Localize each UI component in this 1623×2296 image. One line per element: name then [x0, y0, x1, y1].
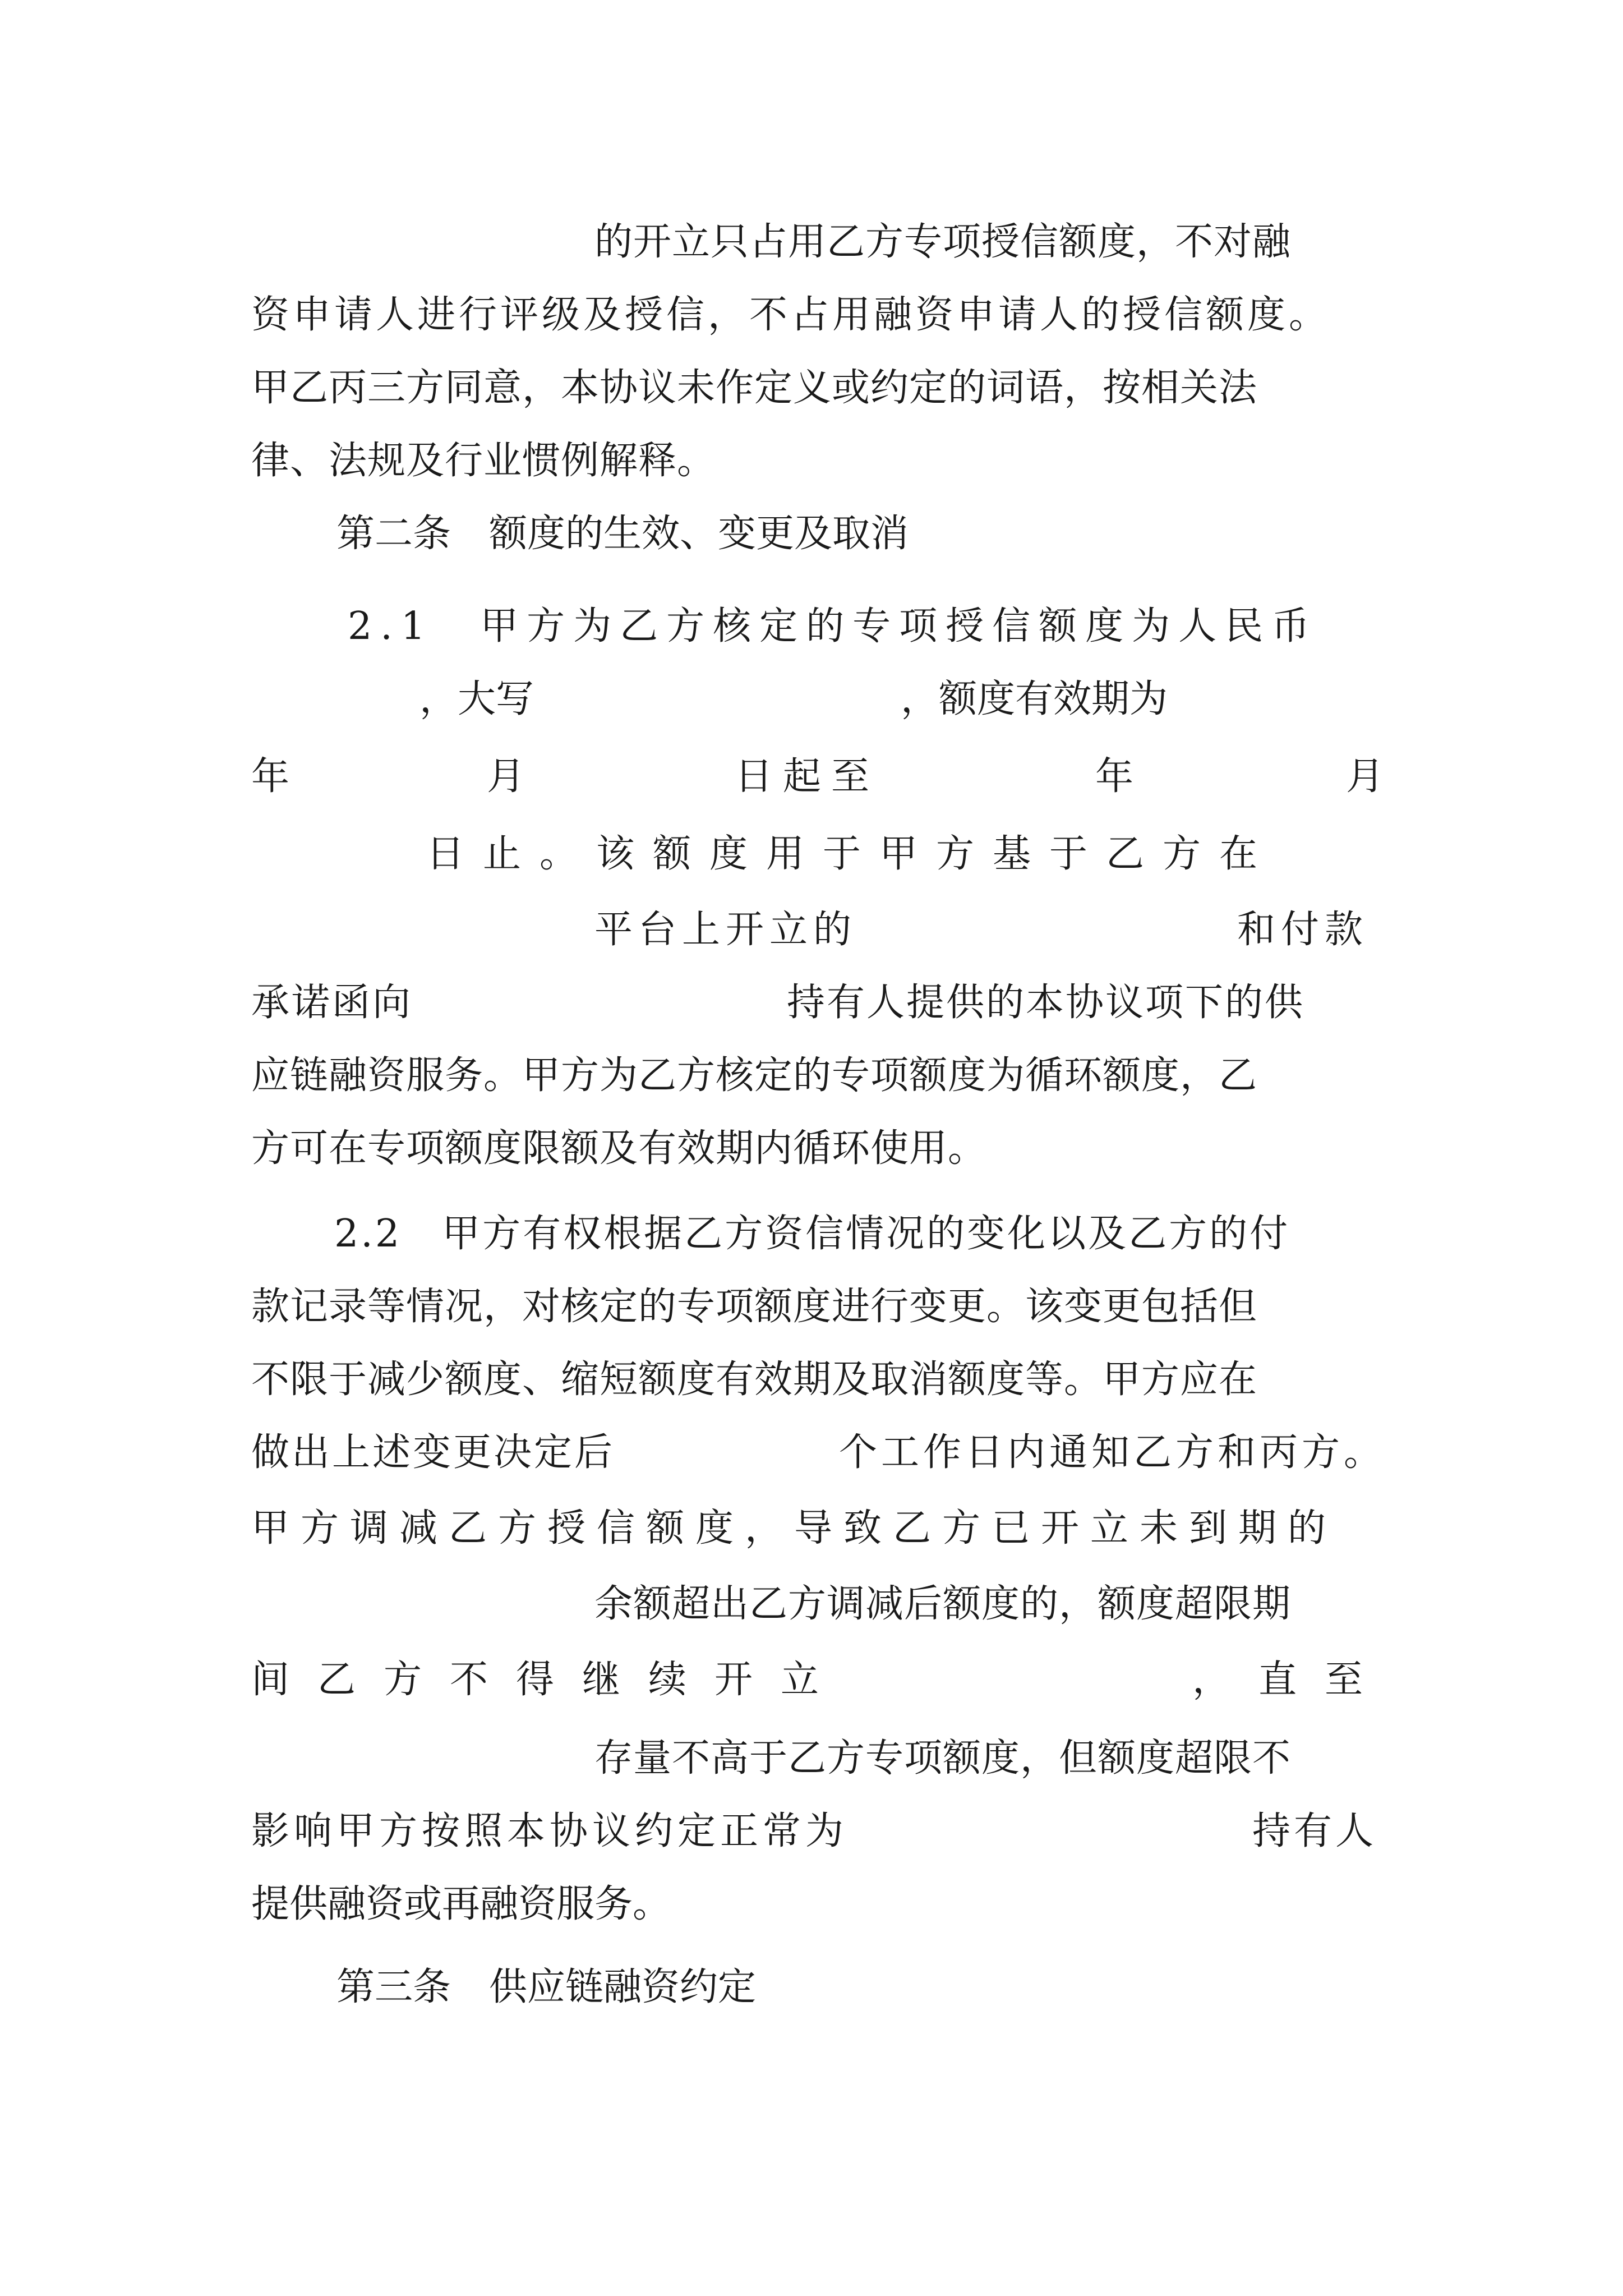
s21-line3-month2: 月 — [1346, 754, 1385, 799]
s21-line3-year2: 年 — [1095, 754, 1134, 799]
s21-line2a: ，大写 — [419, 677, 534, 721]
s22-line2: 款记录等情况，对核定的专项额度进行变更。该变更包括但 — [251, 1285, 1258, 1329]
text-line — [251, 1492, 1384, 1565]
p2-line1: 甲乙丙三方同意，本协议未作定义或约定的词语，按相关法 — [251, 366, 1258, 410]
s22-line9b: 持有人 — [1252, 1809, 1377, 1853]
article3-heading: 第三条 供应链融资约定 — [336, 1965, 757, 2009]
text-line — [251, 425, 1384, 498]
s22-line10: 提供融资或再融资服务。 — [251, 1882, 671, 1926]
s22-line5: 甲方调减乙方授信额度，导致乙方已开立未到期的 — [251, 1506, 1338, 1550]
text-line — [251, 740, 1384, 813]
text-line — [251, 1343, 1384, 1416]
s21-line3-from: 日起至 — [735, 754, 880, 799]
s21-line3-year: 年 — [251, 754, 290, 799]
text-line — [251, 818, 1384, 891]
s21-line2b: ，额度有效期为 — [901, 677, 1168, 721]
s21-line7: 应链融资服务。甲方为乙方核定的专项额度为循环额度，乙 — [251, 1053, 1258, 1098]
text-line — [251, 967, 1384, 1039]
s22-line7b: ，直至 — [1192, 1658, 1391, 1702]
s21-line8: 方可在专项额度限额及有效期内循环使用。 — [251, 1126, 987, 1171]
text-line — [251, 279, 1384, 352]
s22-line3: 不限于减少额度、缩短额度有效期及取消额度等。甲方应在 — [251, 1358, 1258, 1402]
text-line — [251, 1568, 1384, 1641]
text-line — [251, 663, 1384, 736]
text-line — [251, 1722, 1384, 1795]
s22-line4b: 个工作日内通知乙方和丙方。 — [839, 1430, 1386, 1475]
s21-line4: 日止。该额度用于甲方基于乙方在 — [426, 832, 1276, 876]
s21-line6a: 承诺函向 — [251, 981, 413, 1025]
s21-line5b: 和付款 — [1237, 908, 1369, 952]
text-line — [251, 894, 1384, 967]
s21-line6b: 持有人提供的本协议项下的供 — [787, 981, 1305, 1025]
text-line — [251, 498, 1384, 570]
text-line — [251, 1795, 1384, 1868]
text-line — [251, 1868, 1384, 1941]
s21-line1: 2.1 甲方为乙方核定的专项授信额度为人民币 — [348, 604, 1318, 648]
text-line — [251, 1039, 1384, 1112]
text-line — [251, 352, 1384, 425]
p1-line1: 的开立只占用乙方专项授信额度，不对融 — [594, 220, 1292, 264]
p2-line2: 律、法规及行业惯例解释。 — [251, 439, 716, 483]
text-line — [251, 1951, 1384, 2024]
s22-line1: 2.2 甲方有权根据乙方资信情况的变化以及乙方的付 — [334, 1212, 1290, 1256]
s22-line6: 余额超出乙方调减后额度的，额度超限期 — [594, 1582, 1292, 1626]
text-line — [251, 1416, 1384, 1489]
text-line — [251, 206, 1384, 279]
text-line — [251, 1271, 1384, 1343]
s21-line5a: 平台上开立的 — [594, 908, 857, 952]
s22-line7a: 间乙方不得继续开立 — [251, 1658, 847, 1702]
s21-line3-month: 月 — [487, 754, 525, 799]
text-line — [251, 1112, 1384, 1185]
s22-line9a: 影响甲方按照本协议约定正常为 — [251, 1809, 849, 1853]
article2-heading: 第二条 额度的生效、变更及取消 — [336, 512, 909, 556]
text-line — [251, 1644, 1391, 1717]
text-line — [251, 1198, 1384, 1271]
p1-line2: 资申请人进行评级及授信，不占用融资申请人的授信额度。 — [251, 293, 1331, 337]
text-line — [251, 590, 1384, 663]
s22-line4a: 做出上述变更决定后 — [251, 1430, 615, 1475]
s22-line8: 存量不高于乙方专项额度，但额度超限不 — [594, 1736, 1292, 1780]
